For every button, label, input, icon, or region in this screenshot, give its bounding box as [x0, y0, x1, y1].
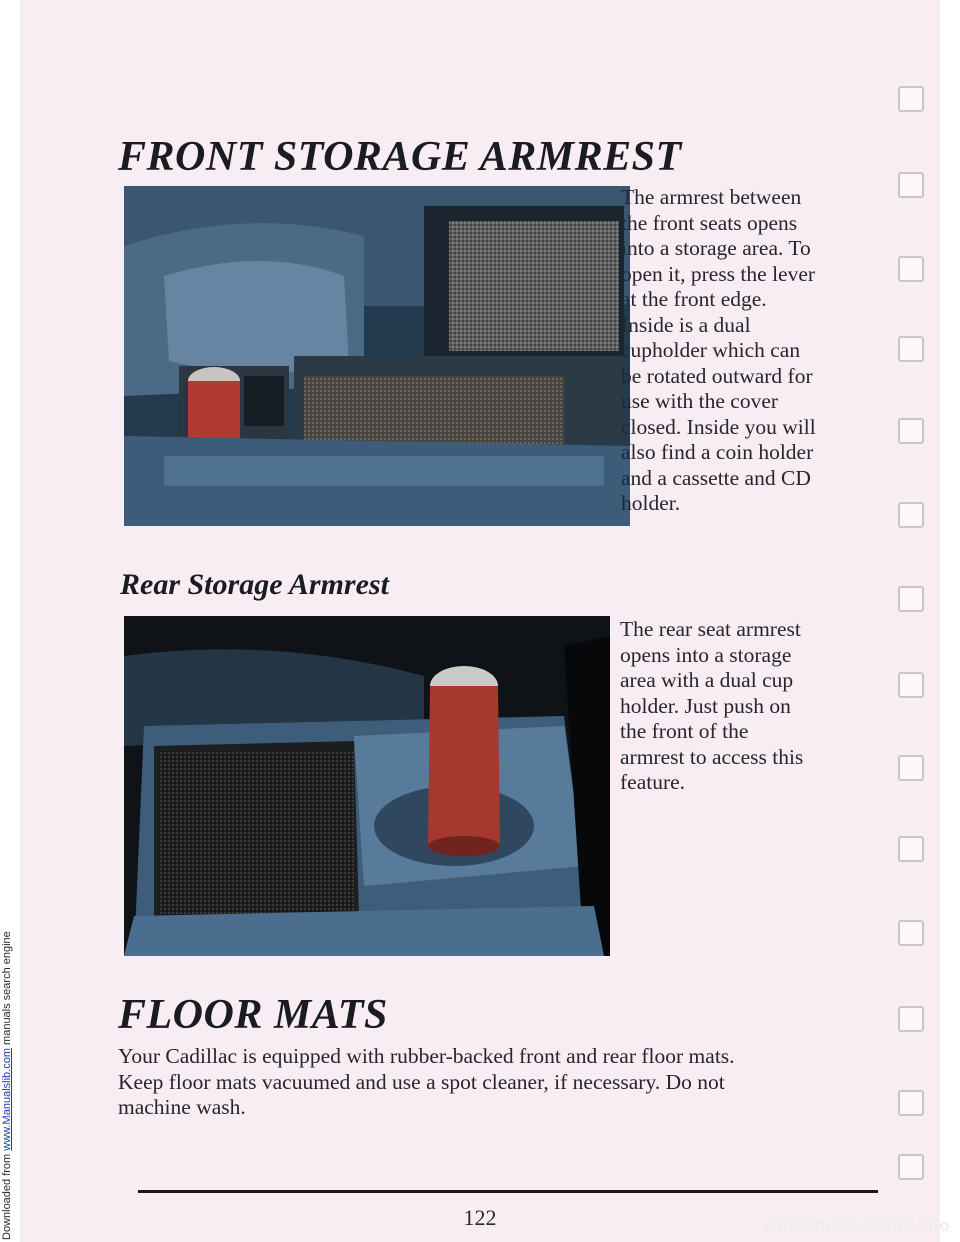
front-armrest-photo — [124, 186, 630, 526]
thumb-tab — [898, 1154, 924, 1180]
front-text-line: open it, press the lever — [621, 261, 816, 286]
source-prefix: Downloaded from — [1, 1150, 13, 1240]
floor-mats-text — [118, 1044, 878, 1121]
thumb-tab — [898, 418, 924, 444]
thumb-tab — [898, 1006, 924, 1032]
front-text-line: cupholder which can — [621, 338, 801, 362]
source-bar — [1, 931, 13, 1240]
rear-text-line: holder. Just push on — [620, 693, 791, 718]
front-text-line: Inside is a dual — [621, 312, 751, 337]
front-text-line: at the front edge. — [621, 287, 767, 311]
rear-armrest-text — [620, 617, 870, 796]
floor-text-line: Keep floor mats vacuumed and use a spot cleaner, if necessary. Do not — [118, 1069, 725, 1094]
front-armrest-text — [621, 185, 871, 517]
front-storage-armrest-heading: FRONT STORAGE ARMREST — [118, 134, 682, 180]
thumb-tab — [898, 86, 924, 112]
floor-text-line: Your Cadillac is equipped with rubber-backed front and rear floor mats. — [118, 1044, 735, 1068]
footer-rule — [138, 1190, 878, 1193]
front-text-line: the front seats opens — [621, 210, 798, 235]
source-suffix: manuals search engine — [1, 931, 13, 1049]
front-text-line: be rotated outward for — [621, 363, 813, 388]
front-text-line: holder. — [621, 491, 681, 515]
watermark: carmanualsonline.info — [763, 1216, 950, 1235]
front-text-line: into a storage area. To — [621, 236, 811, 260]
front-text-line: use with the cover — [621, 389, 779, 413]
thumb-tab — [898, 256, 924, 282]
thumb-tab — [898, 755, 924, 781]
rear-armrest-photo — [124, 616, 610, 956]
floor-text-line: machine wash. — [118, 1095, 246, 1119]
rear-text-line: opens into a storage — [620, 642, 792, 667]
thumb-tab — [898, 1090, 924, 1116]
thumb-tab — [898, 672, 924, 698]
thumb-tab — [898, 502, 924, 528]
front-text-line: also find a coin holder — [621, 440, 814, 464]
rear-text-line: feature. — [620, 770, 686, 794]
page-number: 122 — [463, 1205, 497, 1230]
front-text-line: closed. Inside you will — [621, 414, 816, 439]
manualslib-link[interactable]: www.Manualslib.com — [1, 1048, 13, 1151]
thumb-tab — [898, 920, 924, 946]
rear-storage-armrest-heading: Rear Storage Armrest — [120, 568, 389, 601]
front-text-line: and a cassette and CD — [621, 465, 811, 490]
rear-text-line: The rear seat armrest — [620, 617, 801, 641]
thumb-tab — [898, 836, 924, 862]
thumb-tab — [898, 336, 924, 362]
rear-text-line: armrest to access this — [620, 744, 804, 769]
rear-text-line: the front of the — [620, 719, 749, 743]
floor-mats-heading: FLOOR MATS — [118, 992, 388, 1038]
rear-text-line: area with a dual cup — [620, 668, 794, 692]
thumb-tab — [898, 172, 924, 198]
thumb-tab — [898, 586, 924, 612]
front-text-line: The armrest between — [621, 185, 802, 209]
manual-page — [20, 0, 940, 1242]
